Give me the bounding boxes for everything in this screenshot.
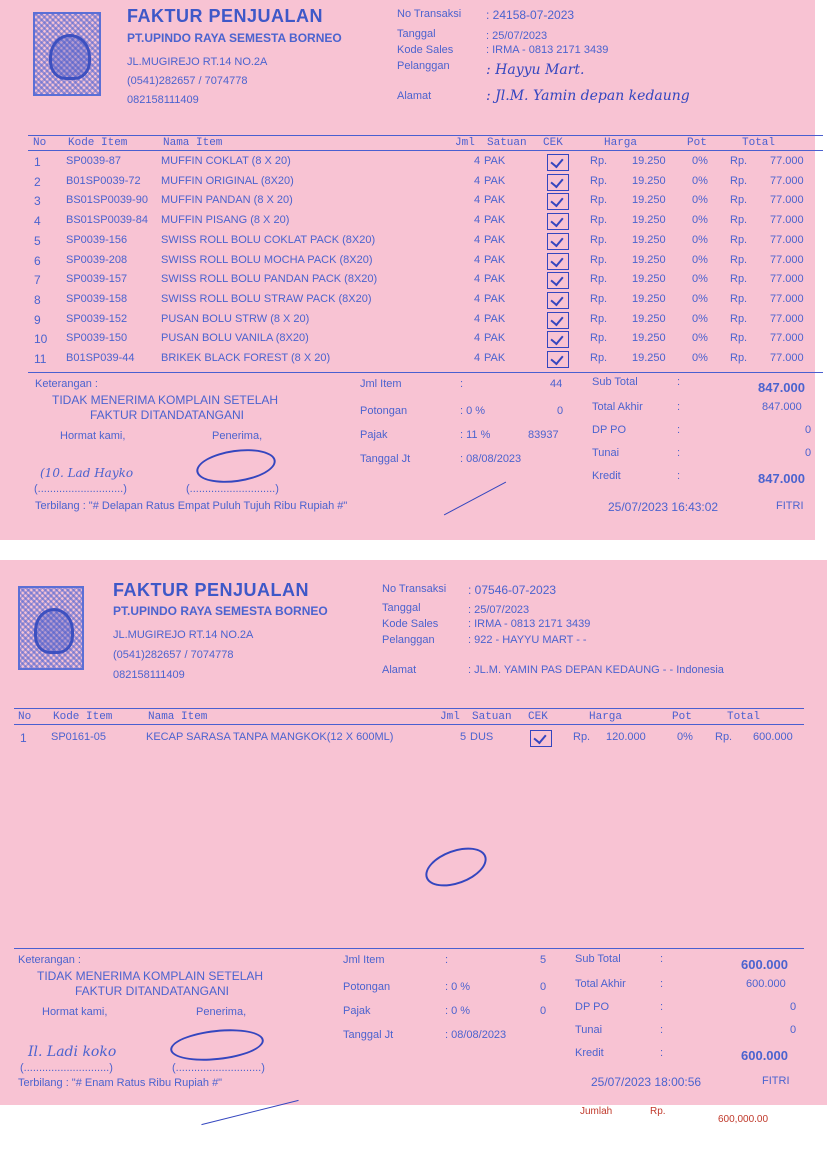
table-top-rule: [14, 708, 804, 709]
subtotal-colon: :: [660, 953, 664, 965]
cell-unit: PAK: [484, 174, 506, 187]
cell-pot: 0%: [692, 352, 708, 364]
subtotal-value: 847.000: [758, 380, 805, 395]
alamat-value: : JL.M. YAMIN PAS DEPAN KEDAUNG - - Indonesia: [468, 664, 724, 676]
cell-code: SP0161-05: [51, 731, 107, 743]
company-phone: (0541)282657 / 7074778: [127, 75, 248, 87]
signature-line-left: (............................): [34, 483, 127, 495]
header-pot: Pot: [672, 711, 692, 723]
customer-value: : 922 - HAYYU MART - -: [468, 634, 587, 646]
cell-name: SWISS ROLL BOLU COKLAT PACK (8X20): [161, 233, 376, 246]
tanggal-jt-label: Tanggal Jt: [343, 1029, 394, 1041]
company-mobile: 082158111409: [127, 94, 199, 106]
potongan-label: Potongan: [343, 981, 391, 993]
cell-cur: Rp.: [590, 253, 608, 266]
cell-pot: 0%: [692, 194, 708, 207]
no-transaksi-value: : 07546-07-2023: [468, 583, 557, 597]
cell-cur2: Rp.: [730, 292, 748, 305]
cell-cur: Rp.: [590, 214, 608, 227]
signature-icon: [194, 445, 278, 488]
header-cek: CEK: [528, 711, 548, 723]
cell-qty: 4: [474, 332, 481, 345]
cell-cur: Rp.: [590, 174, 608, 187]
subtotal-colon: :: [677, 376, 681, 388]
invoice-2: [0, 560, 827, 1105]
cell-total: 77.000: [770, 352, 804, 364]
cell-code: SP0039-150: [66, 332, 128, 345]
dppo-colon: :: [677, 424, 681, 436]
cell-unit: PAK: [484, 292, 506, 305]
cell-price: 19.250: [632, 273, 666, 286]
checkbox-icon: [547, 233, 569, 250]
tanggal-jt-value: : 08/08/2023: [445, 1029, 507, 1041]
cell-total: 77.000: [770, 253, 804, 266]
checkbox-icon: [547, 272, 569, 289]
cell-unit: PAK: [484, 155, 506, 167]
jml-item-colon: :: [445, 954, 449, 966]
potongan-value: 0: [540, 981, 547, 993]
cell-code: BS01SP0039-90: [66, 194, 148, 207]
company-mobile: 082158111409: [113, 669, 185, 681]
keterangan-label: Keterangan :: [35, 378, 98, 390]
cell-total: 77.000: [770, 332, 804, 345]
header-total: Total: [742, 137, 776, 149]
note-line-2: FAKTUR DITANDATANGANI: [75, 984, 230, 998]
keterangan-label: Keterangan :: [18, 954, 81, 966]
no-transaksi-label: No Transaksi: [397, 8, 462, 20]
cell-code: SP0039-157: [66, 273, 128, 286]
tunai-label: Tunai: [575, 1024, 603, 1036]
pen-stroke: [444, 482, 506, 516]
cell-price: 19.250: [632, 233, 666, 246]
cell-qty: 4: [474, 155, 481, 167]
cell-no: 1: [20, 731, 27, 745]
company-logo-icon: [33, 12, 101, 96]
potongan-label: Potongan: [360, 405, 408, 417]
cell-qty: 4: [474, 273, 481, 286]
total-akhir-value: 847.000: [762, 401, 802, 413]
cell-pot: 0%: [692, 233, 708, 246]
cell-pot: 0%: [692, 214, 708, 227]
cell-cur: Rp.: [573, 731, 591, 743]
cell-pot: 0%: [692, 155, 708, 167]
cell-cur2: Rp.: [715, 731, 733, 743]
cell-no: 9: [34, 312, 41, 327]
cell-cur2: Rp.: [730, 155, 748, 167]
note-line-1: TIDAK MENERIMA KOMPLAIN SETELAH: [37, 969, 264, 983]
cell-cur: Rp.: [590, 194, 608, 207]
cell-code: SP0039-87: [66, 155, 122, 167]
cell-unit: PAK: [484, 253, 506, 266]
kredit-value: 600.000: [741, 1048, 788, 1063]
cell-code: SP0039-156: [66, 233, 128, 246]
handwritten-signer-left: (10. Lad Hayko: [40, 466, 134, 480]
cell-cur2: Rp.: [730, 332, 748, 345]
company-name: PT.UPINDO RAYA SEMESTA BORNEO: [127, 31, 342, 45]
tunai-label: Tunai: [592, 447, 620, 459]
jml-item-value: 5: [540, 954, 547, 966]
potongan-pct: : 0 %: [445, 981, 471, 993]
cell-total: 600.000: [753, 731, 793, 743]
cell-price: 19.250: [632, 292, 666, 305]
customer-value: : Hayyu Mart.: [486, 62, 585, 78]
cell-pot: 0%: [677, 731, 693, 743]
total-akhir-value: 600.000: [746, 978, 786, 990]
sales-value: : IRMA - 0813 2171 3439: [486, 44, 609, 56]
jml-item-label: Jml Item: [343, 954, 385, 966]
invoice-title: FAKTUR PENJUALAN: [127, 6, 324, 26]
cell-total: 77.000: [770, 292, 804, 305]
cell-cur2: Rp.: [730, 214, 748, 227]
signature-icon: [169, 1025, 266, 1065]
kredit-colon: :: [677, 470, 681, 482]
cell-cur2: Rp.: [730, 194, 748, 207]
cell-no: 10: [34, 332, 48, 347]
cell-unit: PAK: [484, 194, 506, 207]
penerima: Penerima,: [196, 1006, 247, 1018]
cell-price: 19.250: [632, 312, 666, 325]
checkbox-icon: [547, 331, 569, 348]
cell-name: MUFFIN PANDAN (8 X 20): [161, 194, 293, 207]
dppo-value: 0: [805, 424, 812, 436]
kredit-label: Kredit: [592, 470, 621, 482]
checkbox-icon: [547, 154, 569, 171]
hormat-kami: Hormat kami,: [42, 1006, 108, 1018]
cell-price: 19.250: [632, 332, 666, 345]
header-pot: Pot: [687, 137, 707, 149]
jumlah-label: Jumlah: [580, 1106, 613, 1117]
cell-qty: 4: [474, 352, 481, 364]
no-transaksi-label: No Transaksi: [382, 583, 447, 595]
pajak-pct: : 11 %: [460, 429, 491, 441]
total-akhir-colon: :: [677, 401, 681, 413]
cell-name: BRIKEK BLACK FOREST (8 X 20): [161, 352, 331, 364]
cell-unit: PAK: [484, 332, 506, 345]
cell-no: 2: [34, 174, 41, 189]
total-akhir-colon: :: [660, 978, 664, 990]
cell-total: 77.000: [770, 174, 804, 187]
kredit-label: Kredit: [575, 1047, 604, 1059]
alamat-label: Alamat: [397, 90, 432, 102]
cell-code: SP0039-208: [66, 253, 128, 266]
subtotal-label: Sub Total: [575, 953, 621, 965]
checkbox-icon: [547, 292, 569, 309]
cell-cur2: Rp.: [730, 174, 748, 187]
header-harga: Harga: [589, 711, 623, 723]
table-header-rule: [28, 150, 823, 151]
invoice-1: [0, 0, 815, 540]
printed-timestamp: 25/07/2023 16:43:02: [608, 500, 719, 514]
sales-value: : IRMA - 0813 2171 3439: [468, 618, 591, 630]
cell-total: 77.000: [770, 214, 804, 227]
cell-cur: Rp.: [590, 273, 608, 286]
signature-line-right: (............................): [186, 483, 279, 495]
cell-cur2: Rp.: [730, 352, 748, 364]
jml-item-label: Jml Item: [360, 378, 402, 390]
header-kode-item: Kode Item: [68, 137, 128, 149]
cell-name: SWISS ROLL BOLU STRAW PACK (8X20): [161, 292, 372, 305]
jumlah-currency: Rp.: [650, 1106, 666, 1117]
cell-unit: DUS: [470, 731, 494, 743]
total-akhir-label: Total Akhir: [592, 401, 643, 413]
cell-name: PUSAN BOLU VANILA (8X20): [161, 332, 309, 345]
cell-name: SWISS ROLL BOLU MOCHA PACK (8X20): [161, 253, 373, 266]
header-jml: Jml: [455, 137, 475, 149]
potongan-value: 0: [557, 405, 564, 417]
cell-price: 19.250: [632, 352, 666, 364]
dppo-value: 0: [790, 1001, 797, 1013]
company-name: PT.UPINDO RAYA SEMESTA BORNEO: [113, 604, 328, 618]
pajak-value: 0: [540, 1005, 547, 1017]
cell-no: 3: [34, 194, 41, 209]
pajak-label: Pajak: [360, 429, 388, 441]
cell-total: 77.000: [770, 233, 804, 246]
cell-pot: 0%: [692, 174, 708, 187]
company-phone: (0541)282657 / 7074778: [113, 649, 234, 661]
note-line-2: FAKTUR DITANDATANGANI: [90, 408, 245, 422]
checkbox-icon: [547, 351, 569, 368]
cell-price: 19.250: [632, 155, 666, 167]
pajak-label: Pajak: [343, 1005, 371, 1017]
printed-user: FITRI: [776, 500, 804, 512]
header-nama-item: Nama Item: [148, 711, 208, 723]
header-kode-item: Kode Item: [53, 711, 113, 723]
cell-qty: 4: [474, 174, 481, 187]
cell-qty: 4: [474, 312, 481, 325]
cell-pot: 0%: [692, 312, 708, 325]
note-line-1: TIDAK MENERIMA KOMPLAIN SETELAH: [52, 393, 279, 407]
checkbox-icon: [530, 730, 552, 747]
hormat-kami: Hormat kami,: [60, 430, 126, 442]
cell-unit: PAK: [484, 233, 506, 246]
date-label: Tanggal: [382, 602, 421, 614]
signature-line-right: (............................): [172, 1062, 265, 1074]
cell-cur: Rp.: [590, 312, 608, 325]
customer-label: Pelanggan: [382, 634, 435, 646]
cell-pot: 0%: [692, 292, 708, 305]
date-label: Tanggal: [397, 28, 436, 40]
cell-no: 8: [34, 292, 41, 307]
tanggal-jt-label: Tanggal Jt: [360, 453, 411, 465]
tunai-colon: :: [660, 1024, 664, 1036]
pajak-pct: : 0 %: [445, 1005, 471, 1017]
cell-price: 19.250: [632, 194, 666, 207]
invoice-title: FAKTUR PENJUALAN: [113, 580, 310, 600]
signature-line-left: (............................): [20, 1062, 113, 1074]
alamat-label: Alamat: [382, 664, 417, 676]
jml-item-value: 44: [550, 378, 563, 390]
checkbox-icon: [547, 253, 569, 270]
tunai-value: 0: [805, 447, 812, 459]
header-harga: Harga: [604, 137, 638, 149]
table-header-rule: [14, 724, 804, 725]
subtotal-value: 600.000: [741, 957, 788, 972]
header-nama-item: Nama Item: [163, 137, 223, 149]
header-satuan: Satuan: [472, 711, 512, 723]
cell-name: MUFFIN PISANG (8 X 20): [161, 214, 290, 227]
cell-code: BS01SP0039-84: [66, 214, 148, 227]
cell-unit: PAK: [484, 312, 506, 325]
header-no: No: [18, 711, 32, 723]
sales-label: Kode Sales: [397, 44, 454, 56]
cell-name: PUSAN BOLU STRW (8 X 20): [161, 312, 310, 325]
penerima: Penerima,: [212, 430, 263, 442]
jml-item-colon: :: [460, 378, 464, 390]
cell-pot: 0%: [692, 332, 708, 345]
cell-name: SWISS ROLL BOLU PANDAN PACK (8X20): [161, 273, 378, 286]
kredit-value: 847.000: [758, 471, 805, 486]
cell-price: 19.250: [632, 214, 666, 227]
cell-no: 6: [34, 253, 41, 268]
cell-qty: 4: [474, 253, 481, 266]
tanggal-jt-value: : 08/08/2023: [460, 453, 522, 465]
cell-total: 77.000: [770, 194, 804, 207]
cell-no: 11: [34, 352, 47, 366]
table-top-rule: [28, 135, 823, 136]
terbilang: Terbilang : "# Delapan Ratus Empat Puluh Tujuh Ribu Rupiah #": [35, 500, 348, 512]
header-satuan: Satuan: [487, 137, 527, 149]
terbilang: Terbilang : "# Enam Ratus Ribu Rupiah #": [18, 1077, 223, 1089]
cell-name: KECAP SARASA TANPA MANGKOK(12 X 600ML): [146, 731, 394, 743]
cell-price: 19.250: [632, 253, 666, 266]
subtotal-label: Sub Total: [592, 376, 638, 388]
cell-qty: 4: [474, 292, 481, 305]
cell-cur2: Rp.: [730, 273, 748, 286]
cell-qty: 5: [460, 731, 467, 743]
cell-no: 5: [34, 233, 41, 248]
checkbox-icon: [547, 213, 569, 230]
header-cek: CEK: [543, 137, 563, 149]
dppo-colon: :: [660, 1001, 664, 1013]
cell-no: 1: [34, 155, 41, 169]
handwritten-signer-left: Il. Ladi koko: [28, 1044, 117, 1060]
cell-code: B01SP039-44: [66, 352, 135, 364]
cell-total: 77.000: [770, 155, 804, 167]
date-value: : 25/07/2023: [486, 30, 548, 42]
table-bottom-rule: [28, 372, 823, 373]
cell-cur: Rp.: [590, 292, 608, 305]
jumlah-value: 600,000.00: [718, 1114, 769, 1125]
cell-unit: PAK: [484, 214, 506, 227]
checkbox-icon: [547, 193, 569, 210]
cell-price: 19.250: [632, 174, 666, 187]
cell-no: 7: [34, 273, 41, 288]
cell-total: 77.000: [770, 273, 804, 286]
cell-cur: Rp.: [590, 233, 608, 246]
tunai-colon: :: [677, 447, 681, 459]
cell-unit: PAK: [484, 352, 506, 364]
company-address: JL.MUGIREJO RT.14 NO.2A: [127, 56, 268, 68]
header-no: No: [33, 137, 47, 149]
printed-timestamp: 25/07/2023 18:00:56: [591, 1075, 702, 1089]
cell-total: 77.000: [770, 312, 804, 325]
potongan-pct: : 0 %: [460, 405, 486, 417]
cell-cur2: Rp.: [730, 253, 748, 266]
kredit-colon: :: [660, 1047, 664, 1059]
cell-cur2: Rp.: [730, 233, 748, 246]
cell-name: MUFFIN COKLAT (8 X 20): [161, 155, 291, 167]
company-address: JL.MUGIREJO RT.14 NO.2A: [113, 629, 254, 641]
cell-no: 4: [34, 214, 41, 229]
sales-label: Kode Sales: [382, 618, 439, 630]
cell-cur: Rp.: [590, 155, 608, 167]
checkbox-icon: [547, 174, 569, 191]
customer-label: Pelanggan: [397, 60, 450, 72]
header-jml: Jml: [440, 711, 460, 723]
tunai-value: 0: [790, 1024, 797, 1036]
total-akhir-label: Total Akhir: [575, 978, 626, 990]
cell-pot: 0%: [692, 253, 708, 266]
cell-unit: PAK: [484, 273, 506, 286]
cell-cur: Rp.: [590, 332, 608, 345]
dppo-label: DP PO: [592, 424, 627, 436]
dppo-label: DP PO: [575, 1001, 610, 1013]
cell-code: SP0039-152: [66, 312, 128, 325]
company-logo-icon: [18, 586, 84, 670]
no-transaksi-value: : 24158-07-2023: [486, 8, 575, 22]
header-total: Total: [727, 711, 761, 723]
cell-name: MUFFIN ORIGINAL (8X20): [161, 174, 294, 187]
checkbox-icon: [547, 312, 569, 329]
date-value: : 25/07/2023: [468, 604, 530, 616]
pajak-value: 83937: [528, 429, 559, 441]
cell-qty: 4: [474, 194, 481, 207]
cell-code: B01SP0039-72: [66, 174, 141, 187]
cell-code: SP0039-158: [66, 292, 128, 305]
cell-qty: 4: [474, 233, 481, 246]
cell-pot: 0%: [692, 273, 708, 286]
cell-cur: Rp.: [590, 352, 608, 364]
cell-cur2: Rp.: [730, 312, 748, 325]
cell-price: 120.000: [606, 731, 646, 743]
alamat-value: : Jl.M. Yamin depan kedaung: [486, 88, 690, 104]
printed-user: FITRI: [762, 1075, 790, 1087]
signature-icon: [420, 840, 492, 894]
cell-qty: 4: [474, 214, 481, 227]
table-bottom-rule: [14, 948, 804, 949]
